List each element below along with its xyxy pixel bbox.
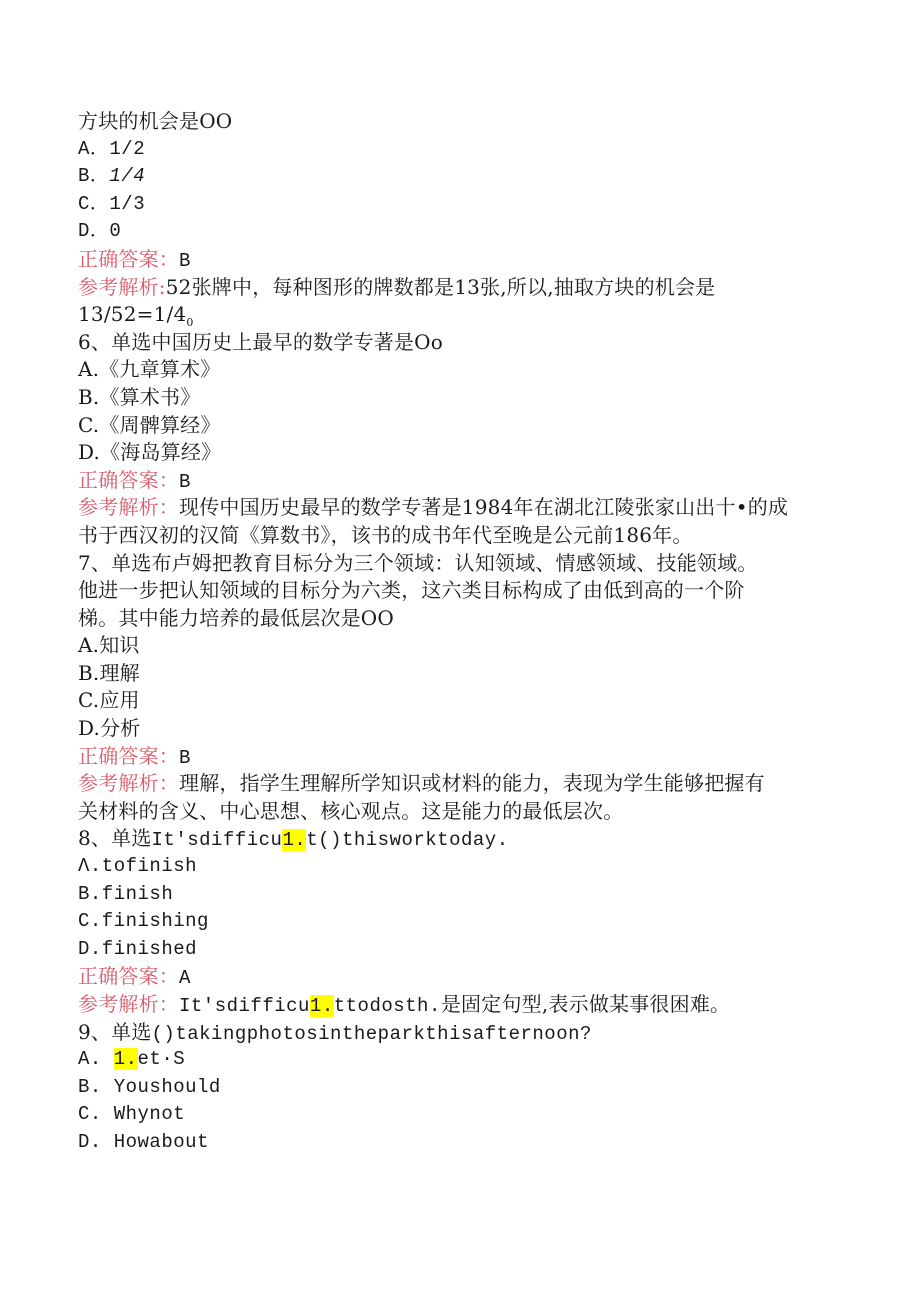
option-label: A． bbox=[78, 137, 110, 160]
q7-option-c: C.应用 bbox=[78, 688, 140, 713]
q5-option-d bbox=[78, 218, 838, 246]
option-text: 1/3 bbox=[109, 192, 146, 215]
q7-option-d: D.分析 bbox=[78, 716, 141, 741]
q6-option-b: B.《算术书》 bbox=[78, 384, 201, 409]
q5-option-b bbox=[78, 163, 838, 191]
q9-option-a bbox=[78, 1046, 838, 1074]
analysis-text: 52张牌中，每种图形的牌数都是13张,所以,抽取方块的机会是 bbox=[165, 274, 716, 299]
question-number: 9、单选 bbox=[78, 1019, 152, 1044]
option-text: et·S bbox=[137, 1048, 186, 1071]
option-text: 1/2 bbox=[109, 137, 146, 160]
answer-value: B bbox=[179, 746, 191, 769]
q7-stem-line2: 他进一步把认知领域的目标分为六类，这六类目标构成了由低到高的一个阶 bbox=[78, 578, 745, 603]
option-text: Howabout bbox=[113, 1130, 209, 1153]
q6-analysis-cont: 书于西汉初的汉简《算数书》，该书的成书年代至晚是公元前186年。 bbox=[78, 522, 693, 547]
analysis-text: 现传中国历史最早的数学专著是1984年在湖北江陵张家山出十•的成 bbox=[179, 495, 789, 520]
highlighted-text: 1. bbox=[113, 1048, 138, 1071]
q8-option-a: Λ.tofinish bbox=[78, 855, 198, 878]
option-label: D. bbox=[78, 1130, 114, 1153]
exam-document bbox=[78, 108, 838, 1157]
analysis-text: ttodosth. bbox=[333, 995, 441, 1017]
answer-value: B bbox=[179, 249, 191, 272]
answer-value: A bbox=[179, 967, 191, 990]
q7-stem-line3: 梯。其中能力培养的最低层次是OO bbox=[78, 605, 394, 630]
analysis-text: It'sdifficu bbox=[179, 995, 310, 1017]
highlighted-text: 1. bbox=[282, 829, 307, 852]
option-text: 0 bbox=[109, 220, 122, 243]
answer-value: B bbox=[179, 470, 191, 493]
q9-stem bbox=[78, 1019, 838, 1047]
q5-option-c bbox=[78, 191, 838, 219]
q8-option-c: C.finishing bbox=[78, 910, 209, 933]
q9-option-d bbox=[78, 1129, 838, 1157]
option-label: C. bbox=[78, 1103, 114, 1126]
analysis-text: 理解，指学生理解所学知识或材料的能力，表现为学生能够把握有 bbox=[179, 771, 765, 796]
option-label: B. bbox=[78, 1075, 114, 1098]
q6-option-a: A.《九章算术》 bbox=[78, 357, 221, 382]
q6-option-d: D.《海岛算经》 bbox=[78, 440, 222, 465]
analysis-text: 是固定句型,表示做某事很困难。 bbox=[440, 992, 731, 1016]
q6-stem: 6、单选中国历史上最早的数学专著是Oo bbox=[78, 329, 443, 354]
stem-text: It'sdifficu bbox=[151, 829, 283, 852]
option-label: B． bbox=[78, 165, 110, 188]
option-label: D． bbox=[78, 220, 110, 243]
q8-option-d: D.finished bbox=[78, 937, 198, 960]
option-label: C． bbox=[78, 192, 110, 215]
analysis-label: 参考解析： bbox=[78, 992, 179, 1016]
q5-analysis-cont bbox=[78, 301, 838, 329]
analysis-text: 13/52=1/4 bbox=[78, 302, 187, 327]
analysis-label: 参考解析： bbox=[78, 495, 179, 520]
analysis-label: 参考解析: bbox=[78, 274, 166, 299]
q7-option-a: A.知识 bbox=[78, 633, 140, 658]
stem-text: t()thisworktoday. bbox=[306, 829, 509, 852]
stem-text: ()takingphotosintheparkthisafternoon? bbox=[151, 1022, 592, 1045]
subscript: 0 bbox=[186, 316, 194, 330]
q7-stem-line1: 7、单选布卢姆把教育目标分为三个领域：认知领域、情感领域、技能领域。 bbox=[78, 550, 758, 575]
option-text: Whynot bbox=[113, 1103, 186, 1126]
answer-label: 正确答案： bbox=[78, 743, 179, 768]
q5-analysis bbox=[78, 274, 838, 302]
q6-analysis bbox=[78, 494, 838, 522]
q9-option-c bbox=[78, 1101, 838, 1129]
analysis-label: 参考解析： bbox=[78, 771, 179, 796]
q8-answer bbox=[78, 963, 838, 991]
q9-option-b bbox=[78, 1074, 838, 1102]
answer-label: 正确答案： bbox=[78, 246, 179, 271]
option-text: Youshould bbox=[113, 1075, 221, 1098]
q5-option-a bbox=[78, 136, 838, 164]
q8-stem bbox=[78, 825, 838, 853]
q7-answer bbox=[78, 743, 838, 771]
q6-answer bbox=[78, 467, 838, 495]
option-label: A. bbox=[78, 1048, 114, 1071]
highlighted-text: 1. bbox=[309, 995, 334, 1017]
q6-option-c: C.《周髀算经》 bbox=[78, 412, 221, 437]
option-text: 1/4 bbox=[109, 165, 146, 188]
q8-analysis bbox=[78, 991, 838, 1019]
question-number: 8、单选 bbox=[78, 826, 152, 851]
q7-option-b: B.理解 bbox=[78, 660, 140, 685]
q7-analysis-cont: 关材料的含义、中心思想、核心观点。这是能力的最低层次。 bbox=[78, 798, 624, 823]
q8-option-b: B.finish bbox=[78, 882, 174, 905]
q7-analysis bbox=[78, 770, 838, 798]
q5-stem-tail: 方块的机会是OO bbox=[78, 109, 233, 133]
answer-label: 正确答案： bbox=[78, 467, 179, 492]
answer-label: 正确答案： bbox=[78, 964, 179, 989]
q5-answer bbox=[78, 246, 838, 274]
